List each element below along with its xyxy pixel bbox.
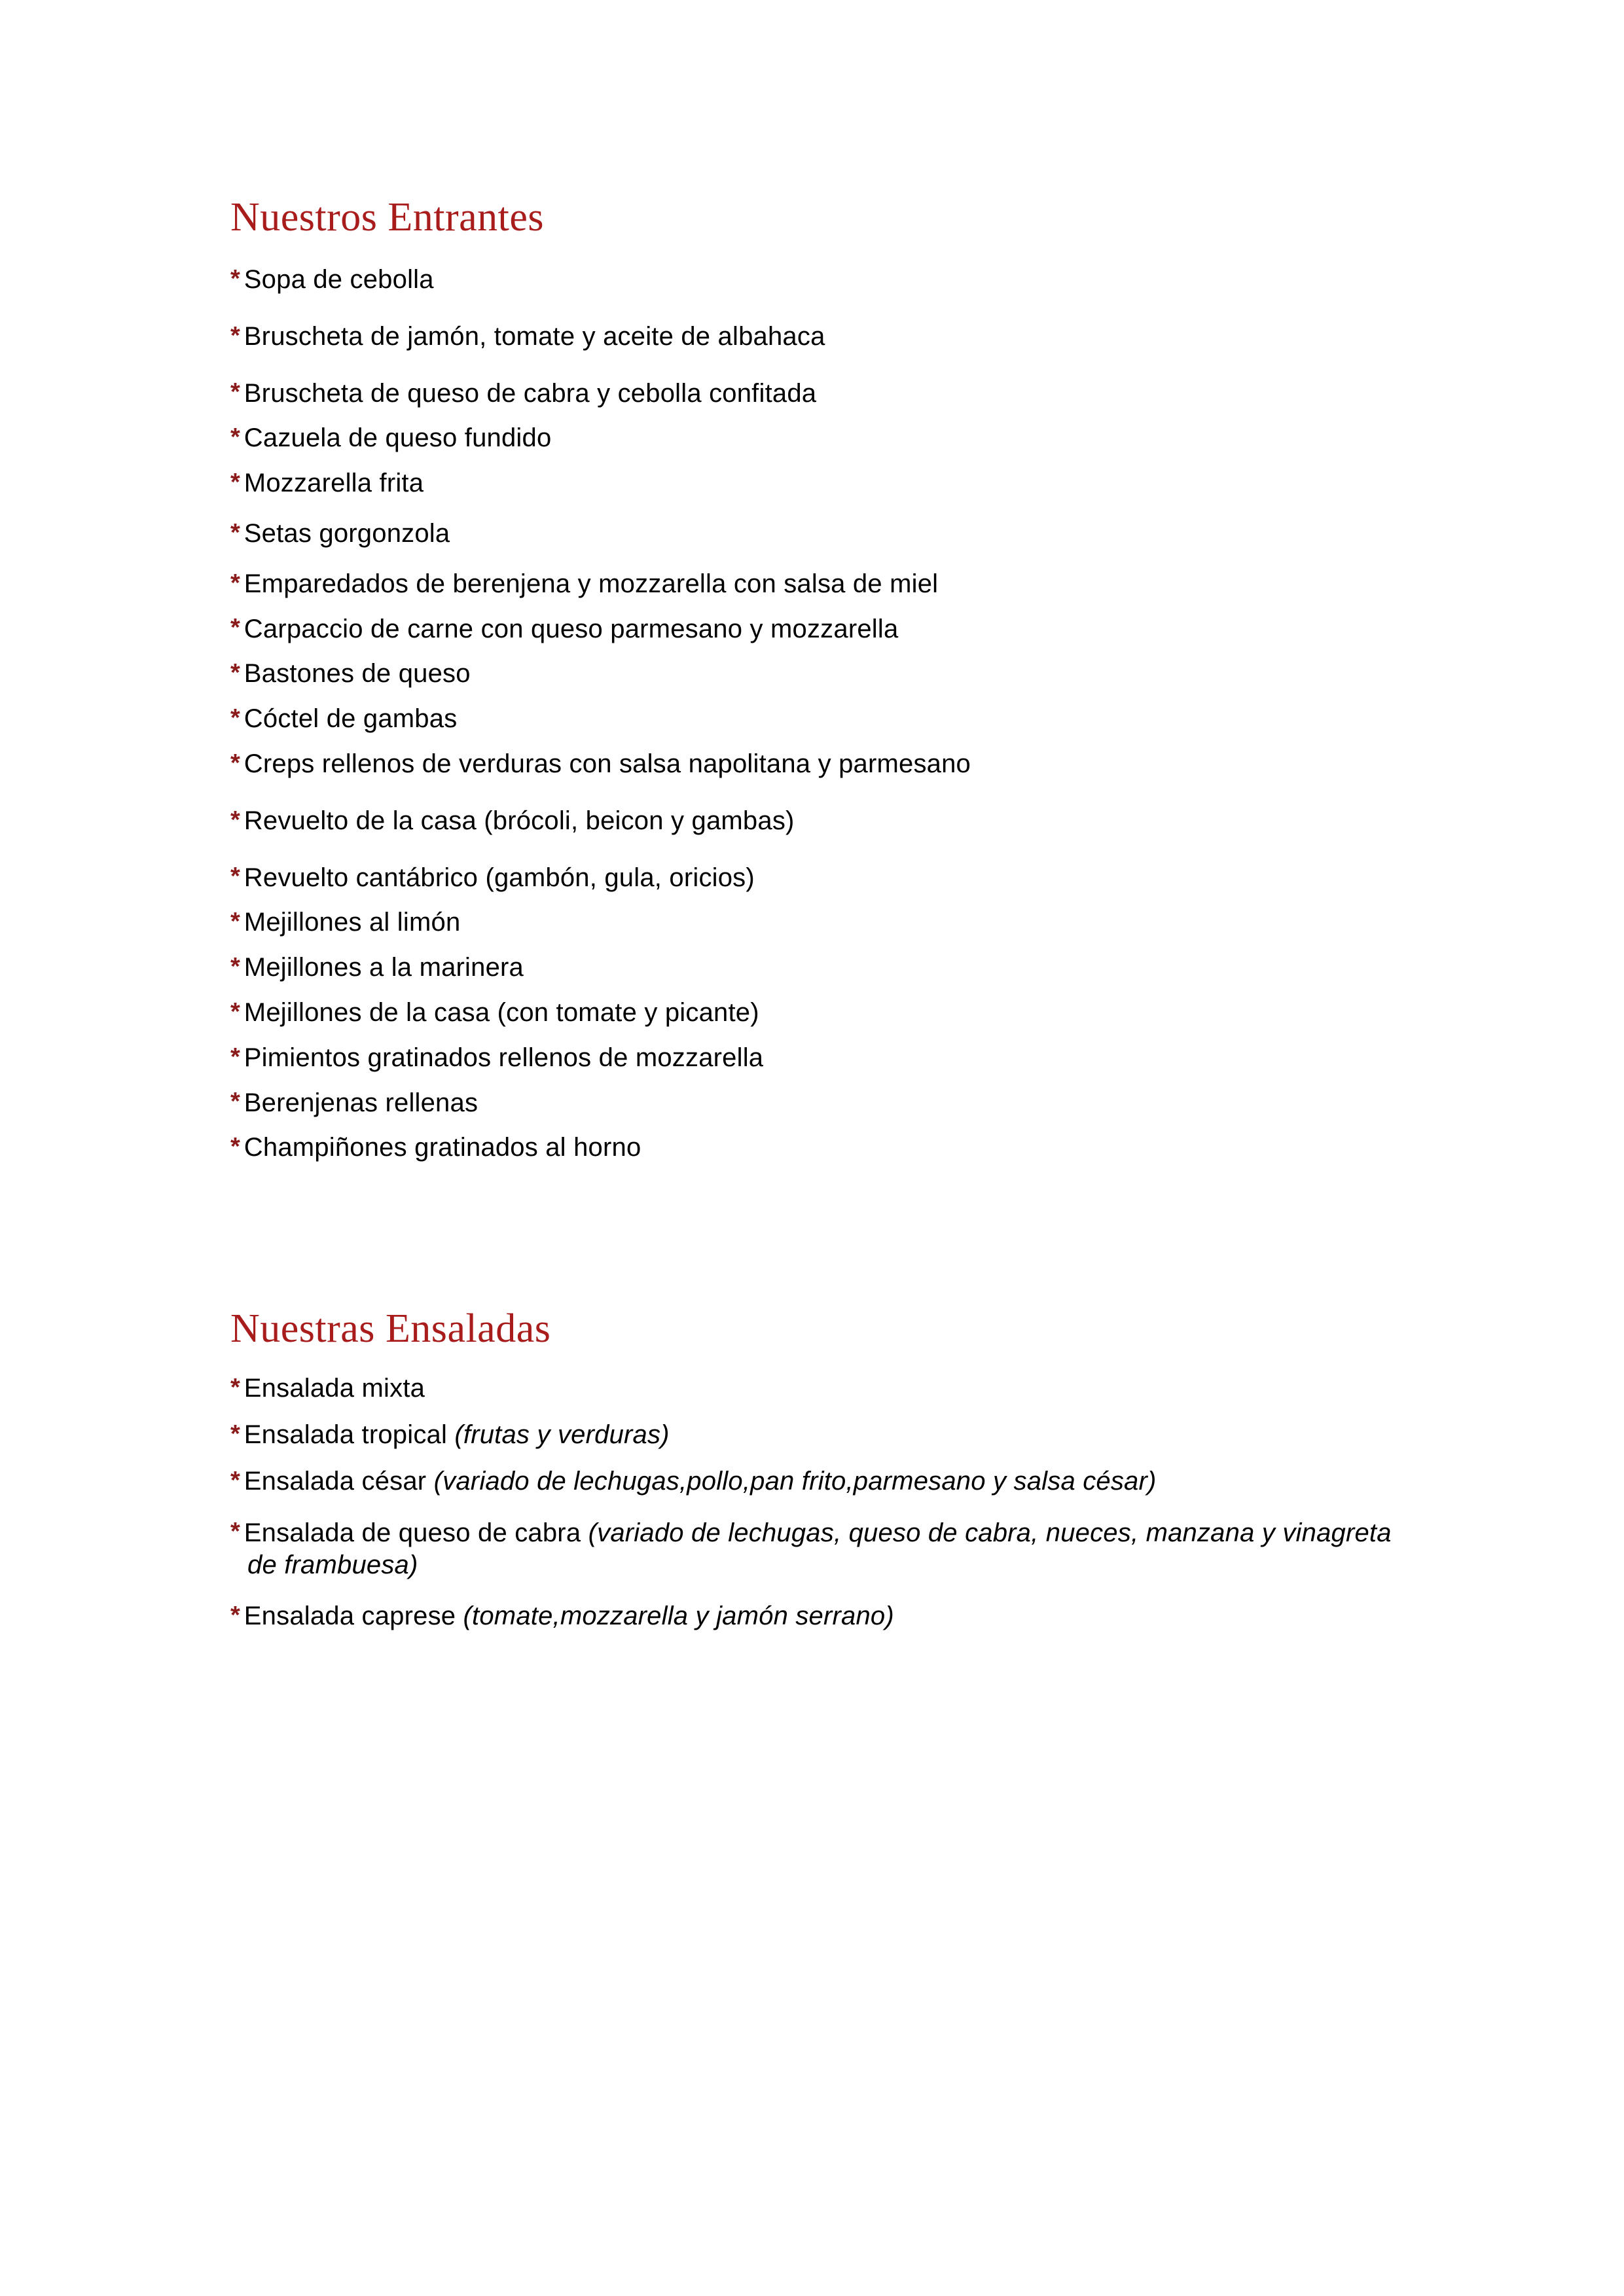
menu-item-description: (tomate,mozzarella y jamón serrano) xyxy=(463,1602,894,1631)
asterisk-bullet-icon: * xyxy=(230,1420,240,1448)
menu-item xyxy=(230,613,1402,645)
asterisk-bullet-icon: * xyxy=(230,378,240,406)
menu-item-name: Pimientos gratinados rellenos de mozzarella xyxy=(244,1043,764,1072)
menu-item xyxy=(230,658,1402,690)
menu-item-name: Revuelto cantábrico (gambón, gula, oricios) xyxy=(244,863,755,892)
menu-item xyxy=(230,1372,1402,1405)
menu-item-name: Mejillones al limón xyxy=(244,908,461,937)
menu-item xyxy=(230,703,1402,735)
asterisk-bullet-icon: * xyxy=(230,908,240,936)
asterisk-bullet-icon: * xyxy=(230,863,240,891)
asterisk-bullet-icon: * xyxy=(230,518,240,547)
menu-item-name: Mozzarella frita xyxy=(244,469,424,498)
menu-item-name: Ensalada césar xyxy=(244,1466,434,1496)
menu-item-description: (variado de lechugas, queso de cabra, nueces, manzana y vinagreta de frambuesa) xyxy=(247,1518,1392,1579)
menu-item xyxy=(230,467,1402,499)
asterisk-bullet-icon: * xyxy=(230,749,240,777)
asterisk-bullet-icon: * xyxy=(230,952,240,980)
menu-item-name: Cóctel de gambas xyxy=(244,704,458,734)
section-heading-entrantes: Nuestros Entrantes xyxy=(230,195,545,240)
menu-item xyxy=(230,321,1402,353)
menu-item-name: Ensalada de queso de cabra xyxy=(244,1518,588,1547)
section-entrantes xyxy=(230,196,1402,1164)
asterisk-bullet-icon: * xyxy=(230,704,240,732)
asterisk-bullet-icon: * xyxy=(230,1518,240,1546)
menu-item xyxy=(230,952,1402,984)
menu-item-name: Mejillones a la marinera xyxy=(244,953,524,982)
asterisk-bullet-icon: * xyxy=(230,1043,240,1071)
asterisk-bullet-icon: * xyxy=(230,1374,240,1402)
menu-item xyxy=(230,568,1402,600)
menu-item-name: Champiñones gratinados al horno xyxy=(244,1133,641,1162)
entrantes-item-list xyxy=(230,264,1402,1164)
section-ensaladas xyxy=(230,1308,1402,1632)
menu-item-name: Cazuela de queso fundido xyxy=(244,423,552,453)
menu-item-name: Ensalada mixta xyxy=(244,1374,425,1403)
asterisk-bullet-icon: * xyxy=(230,469,240,497)
asterisk-bullet-icon: * xyxy=(230,264,240,293)
menu-item xyxy=(230,862,1402,894)
asterisk-bullet-icon: * xyxy=(230,1602,240,1630)
menu-item-name: Sopa de cebolla xyxy=(244,265,434,295)
menu-content xyxy=(230,196,1402,1647)
menu-item xyxy=(230,997,1402,1029)
menu-item xyxy=(230,1419,1402,1451)
menu-item-description: (variado de lechugas,pollo,pan frito,parmesano y salsa césar) xyxy=(433,1466,1157,1496)
menu-item xyxy=(230,1465,1402,1498)
menu-item-name: Carpaccio de carne con queso parmesano y mozzarella xyxy=(244,614,899,643)
menu-item-name: Bruscheta de jamón, tomate y aceite de albahaca xyxy=(244,321,825,351)
menu-item-name: Berenjenas rellenas xyxy=(244,1088,478,1117)
menu-item-name: Ensalada tropical xyxy=(244,1420,455,1450)
menu-item-name: Revuelto de la casa (brócoli, beicon y gambas) xyxy=(244,806,795,835)
menu-item xyxy=(230,1132,1402,1164)
section-heading-ensaladas: Nuestras Ensaladas xyxy=(230,1306,551,1352)
menu-item-name: Creps rellenos de verduras con salsa napolitana y parmesano xyxy=(244,749,971,779)
menu-item xyxy=(230,1042,1402,1074)
menu-item xyxy=(230,518,1402,550)
asterisk-bullet-icon: * xyxy=(230,997,240,1026)
menu-item-name: Ensalada caprese xyxy=(244,1602,463,1631)
asterisk-bullet-icon: * xyxy=(230,1133,240,1161)
menu-item-name: Emparedados de berenjena y mozzarella con salsa de miel xyxy=(244,569,939,598)
menu-item xyxy=(230,422,1402,454)
menu-item xyxy=(230,378,1402,410)
asterisk-bullet-icon: * xyxy=(230,614,240,642)
menu-item-name: Setas gorgonzola xyxy=(244,519,450,548)
menu-item-name: Bruscheta de queso de cabra y cebolla confitada xyxy=(244,378,817,408)
asterisk-bullet-icon: * xyxy=(230,659,240,687)
menu-item-name: Mejillones de la casa (con tomate y picante) xyxy=(244,998,759,1028)
asterisk-bullet-icon: * xyxy=(230,423,240,452)
menu-item-description: (frutas y verduras) xyxy=(454,1420,670,1450)
menu-item xyxy=(230,906,1402,939)
menu-item xyxy=(230,748,1402,780)
asterisk-bullet-icon: * xyxy=(230,569,240,597)
menu-item-name: Bastones de queso xyxy=(244,659,471,689)
menu-item xyxy=(230,264,1402,296)
menu-item xyxy=(230,1600,1402,1632)
menu-item xyxy=(230,805,1402,837)
menu-item xyxy=(230,1517,1402,1581)
asterisk-bullet-icon: * xyxy=(230,321,240,350)
menu-item xyxy=(230,1087,1402,1119)
asterisk-bullet-icon: * xyxy=(230,806,240,834)
ensaladas-item-list xyxy=(230,1372,1402,1632)
section-divider-space xyxy=(230,1177,1402,1308)
asterisk-bullet-icon: * xyxy=(230,1088,240,1116)
asterisk-bullet-icon: * xyxy=(230,1466,240,1494)
